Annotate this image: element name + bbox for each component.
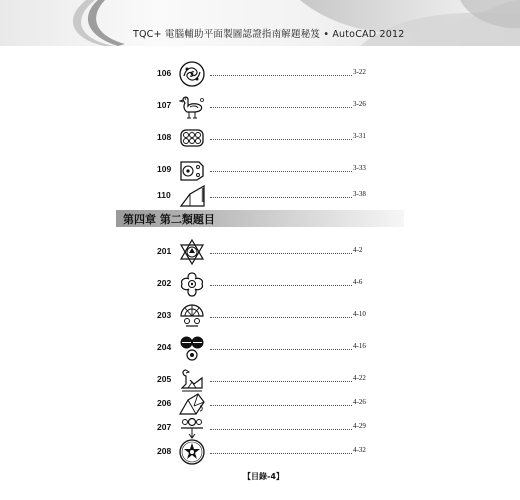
header-title: TQC+ 電腦輔助平面製圖認證指南解題秘笈 • AutoCAD 2012 bbox=[133, 29, 405, 40]
exercise-number: 110 bbox=[157, 190, 171, 200]
page-number: 4-6 bbox=[353, 278, 363, 286]
page-number: 4-2 bbox=[353, 246, 363, 254]
toc-entry[interactable] bbox=[0, 156, 520, 184]
dot-leader bbox=[210, 107, 352, 108]
exercise-number: 207 bbox=[157, 422, 172, 432]
dot-leader bbox=[210, 285, 352, 286]
toc-entry[interactable] bbox=[0, 302, 520, 330]
exercise-number: 204 bbox=[157, 342, 172, 352]
dot-leader bbox=[210, 453, 352, 454]
exercise-number: 202 bbox=[157, 278, 172, 288]
flower-icon bbox=[178, 270, 206, 298]
page-number: 3-38 bbox=[353, 190, 366, 198]
exercise-number: 206 bbox=[157, 398, 172, 408]
page-header bbox=[0, 0, 520, 46]
chapter-title: 第四章 第二類題目 bbox=[123, 213, 215, 226]
page-number: 4-32 bbox=[353, 446, 366, 454]
page-number: 4-22 bbox=[353, 374, 366, 382]
toc-entry[interactable] bbox=[0, 124, 520, 152]
dot-leader bbox=[210, 405, 352, 406]
star-flower-circle-icon bbox=[178, 438, 206, 466]
exercise-number: 106 bbox=[157, 68, 172, 78]
page-number: 4-10 bbox=[353, 310, 366, 318]
dot-leader bbox=[210, 139, 352, 140]
gear-bracket-icon bbox=[178, 156, 206, 184]
serrated-wedge-icon bbox=[178, 182, 206, 210]
dot-leader bbox=[210, 253, 352, 254]
page-number: 4-29 bbox=[353, 422, 366, 430]
page-number: 3-22 bbox=[353, 68, 366, 76]
circles-and-ring-icon bbox=[178, 334, 206, 362]
dot-leader bbox=[210, 429, 352, 430]
dot-leader bbox=[210, 75, 352, 76]
page-footer-label: 【目錄-4】 bbox=[243, 472, 284, 481]
exercise-number: 107 bbox=[157, 100, 172, 110]
toc-entry[interactable] bbox=[0, 92, 520, 120]
bird-figure-icon bbox=[178, 92, 206, 120]
exercise-number: 108 bbox=[157, 132, 172, 142]
exercise-number: 109 bbox=[157, 164, 172, 174]
lattice-knot-icon bbox=[178, 124, 206, 152]
exercise-number: 205 bbox=[157, 374, 172, 384]
page-number: 4-26 bbox=[353, 398, 366, 406]
toc-entry[interactable] bbox=[0, 238, 520, 266]
toc-entry[interactable] bbox=[0, 182, 520, 210]
exercise-number: 208 bbox=[157, 446, 172, 456]
dot-leader bbox=[210, 171, 352, 172]
exercise-number: 201 bbox=[157, 246, 172, 256]
dot-leader bbox=[210, 349, 352, 350]
fan-shell-icon bbox=[178, 302, 206, 330]
dot-leader bbox=[210, 197, 352, 198]
dot-leader bbox=[210, 317, 352, 318]
exercise-number: 203 bbox=[157, 310, 172, 320]
toc-entry[interactable] bbox=[0, 60, 520, 88]
page-number: 3-31 bbox=[353, 132, 366, 140]
page-number: 3-26 bbox=[353, 100, 366, 108]
page-number: 4-16 bbox=[353, 342, 366, 350]
toc-entry[interactable] bbox=[0, 334, 520, 362]
dot-leader bbox=[210, 381, 352, 382]
star-of-david-icon bbox=[178, 238, 206, 266]
page-number: 3-33 bbox=[353, 164, 366, 172]
toc-entry[interactable] bbox=[0, 270, 520, 298]
toc-entry[interactable] bbox=[0, 438, 520, 466]
circle-swirl-motif-icon bbox=[178, 60, 206, 88]
